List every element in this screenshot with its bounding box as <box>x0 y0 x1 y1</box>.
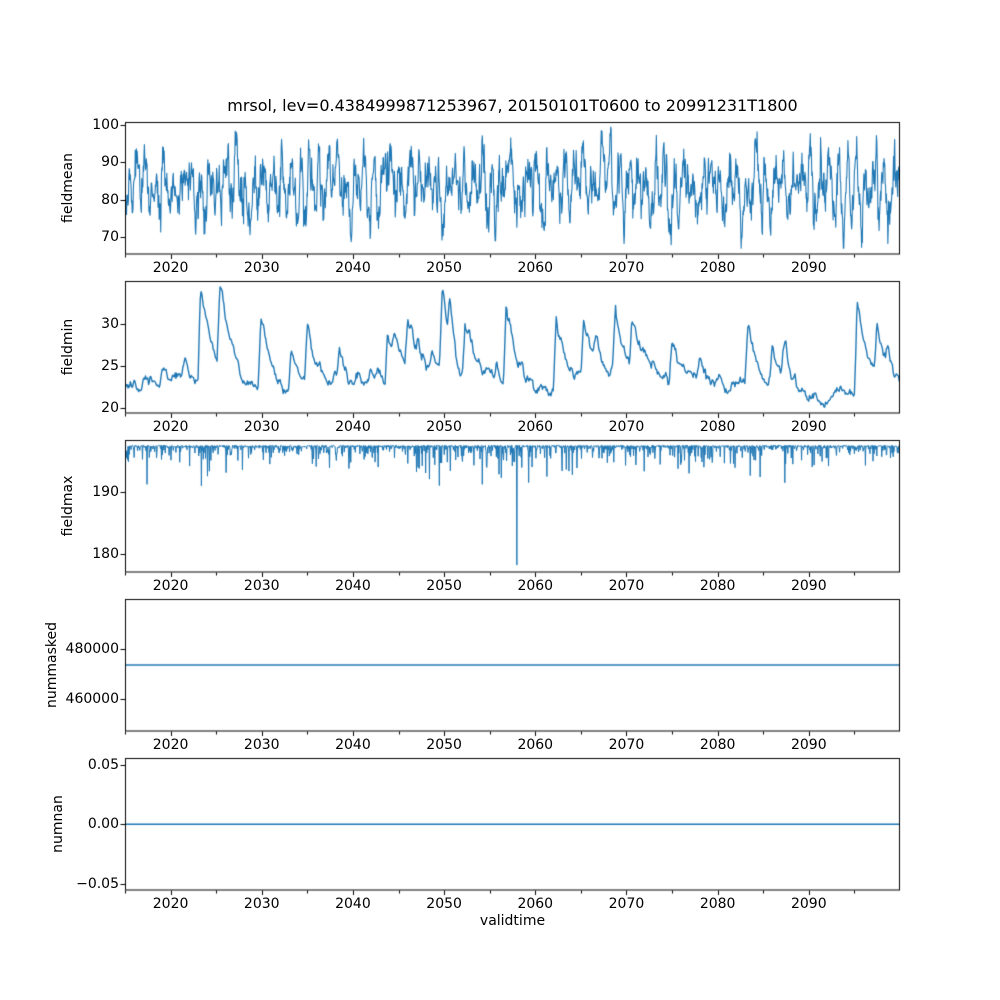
y-tick-label: 90 <box>101 154 119 171</box>
x-tick-label: 2050 <box>426 736 462 753</box>
x-tick-label: 2080 <box>699 895 736 912</box>
y-tick-label: −0.05 <box>76 875 119 892</box>
x-tick-label: 2020 <box>152 259 189 276</box>
x-tick-label: 2060 <box>517 418 554 435</box>
x-tick-label: 2070 <box>608 736 645 753</box>
y-tick-label: 25 <box>101 358 119 375</box>
y-axis-label-numnan: numnan <box>50 795 66 854</box>
y-axis-label-fieldmean: fieldmean <box>60 153 76 224</box>
y-tick-label: 20 <box>101 400 119 417</box>
x-tick-label: 2050 <box>426 418 462 435</box>
y-tick-label: 480000 <box>65 641 119 658</box>
x-tick-label: 2030 <box>243 418 280 435</box>
x-tick-label: 2020 <box>152 577 189 594</box>
x-axis-label: validtime <box>479 913 546 929</box>
x-tick-label: 2080 <box>699 418 736 435</box>
y-tick-label: 190 <box>92 484 119 500</box>
x-tick-label: 2070 <box>608 259 645 276</box>
x-tick-label: 2090 <box>790 895 827 912</box>
x-tick-label: 2080 <box>699 577 736 594</box>
x-tick-label: 2060 <box>517 736 554 753</box>
x-tick-label: 2040 <box>335 577 371 594</box>
x-tick-label: 2030 <box>243 259 280 276</box>
y-axis-label-fieldmax: fieldmax <box>60 475 76 537</box>
x-tick-label: 2020 <box>152 736 189 753</box>
x-tick-label: 2090 <box>790 259 827 276</box>
chart-title: mrsol, lev=0.4384999871253967, 20150101T0600 to 20991231T1800 <box>227 96 798 115</box>
x-tick-label: 2030 <box>243 577 280 594</box>
x-tick-label: 2060 <box>517 577 554 594</box>
y-axis-label-fieldmin: fieldmin <box>60 318 76 376</box>
x-tick-label: 2040 <box>335 895 371 912</box>
y-tick-label: 30 <box>101 315 119 332</box>
x-tick-label: 2060 <box>517 259 554 276</box>
y-tick-label: 100 <box>92 116 119 133</box>
x-tick-label: 2090 <box>790 736 827 753</box>
x-tick-label: 2070 <box>608 895 645 912</box>
x-tick-label: 2030 <box>243 895 280 912</box>
x-tick-label: 2040 <box>335 736 371 753</box>
y-tick-label: 70 <box>101 228 119 245</box>
x-tick-label: 2020 <box>152 418 189 435</box>
y-axis-label-nummasked: nummasked <box>44 622 60 709</box>
x-tick-label: 2050 <box>426 895 462 912</box>
x-tick-label: 2020 <box>152 895 189 912</box>
x-tick-label: 2070 <box>608 418 645 435</box>
x-tick-label: 2040 <box>335 259 371 276</box>
y-tick-label: 0.00 <box>87 816 119 833</box>
x-tick-label: 2080 <box>699 736 736 753</box>
x-tick-label: 2050 <box>426 259 462 276</box>
y-tick-label: 0.05 <box>87 756 119 773</box>
x-tick-label: 2060 <box>517 895 554 912</box>
x-tick-label: 2030 <box>243 736 280 753</box>
x-tick-label: 2080 <box>699 259 736 276</box>
y-tick-label: 460000 <box>65 690 119 707</box>
x-tick-label: 2040 <box>335 418 371 435</box>
x-tick-label: 2050 <box>426 577 462 594</box>
x-tick-label: 2070 <box>608 577 645 594</box>
y-tick-label: 180 <box>92 545 119 562</box>
x-tick-label: 2090 <box>790 418 827 435</box>
y-tick-label: 80 <box>101 191 119 208</box>
x-tick-label: 2090 <box>790 577 827 594</box>
